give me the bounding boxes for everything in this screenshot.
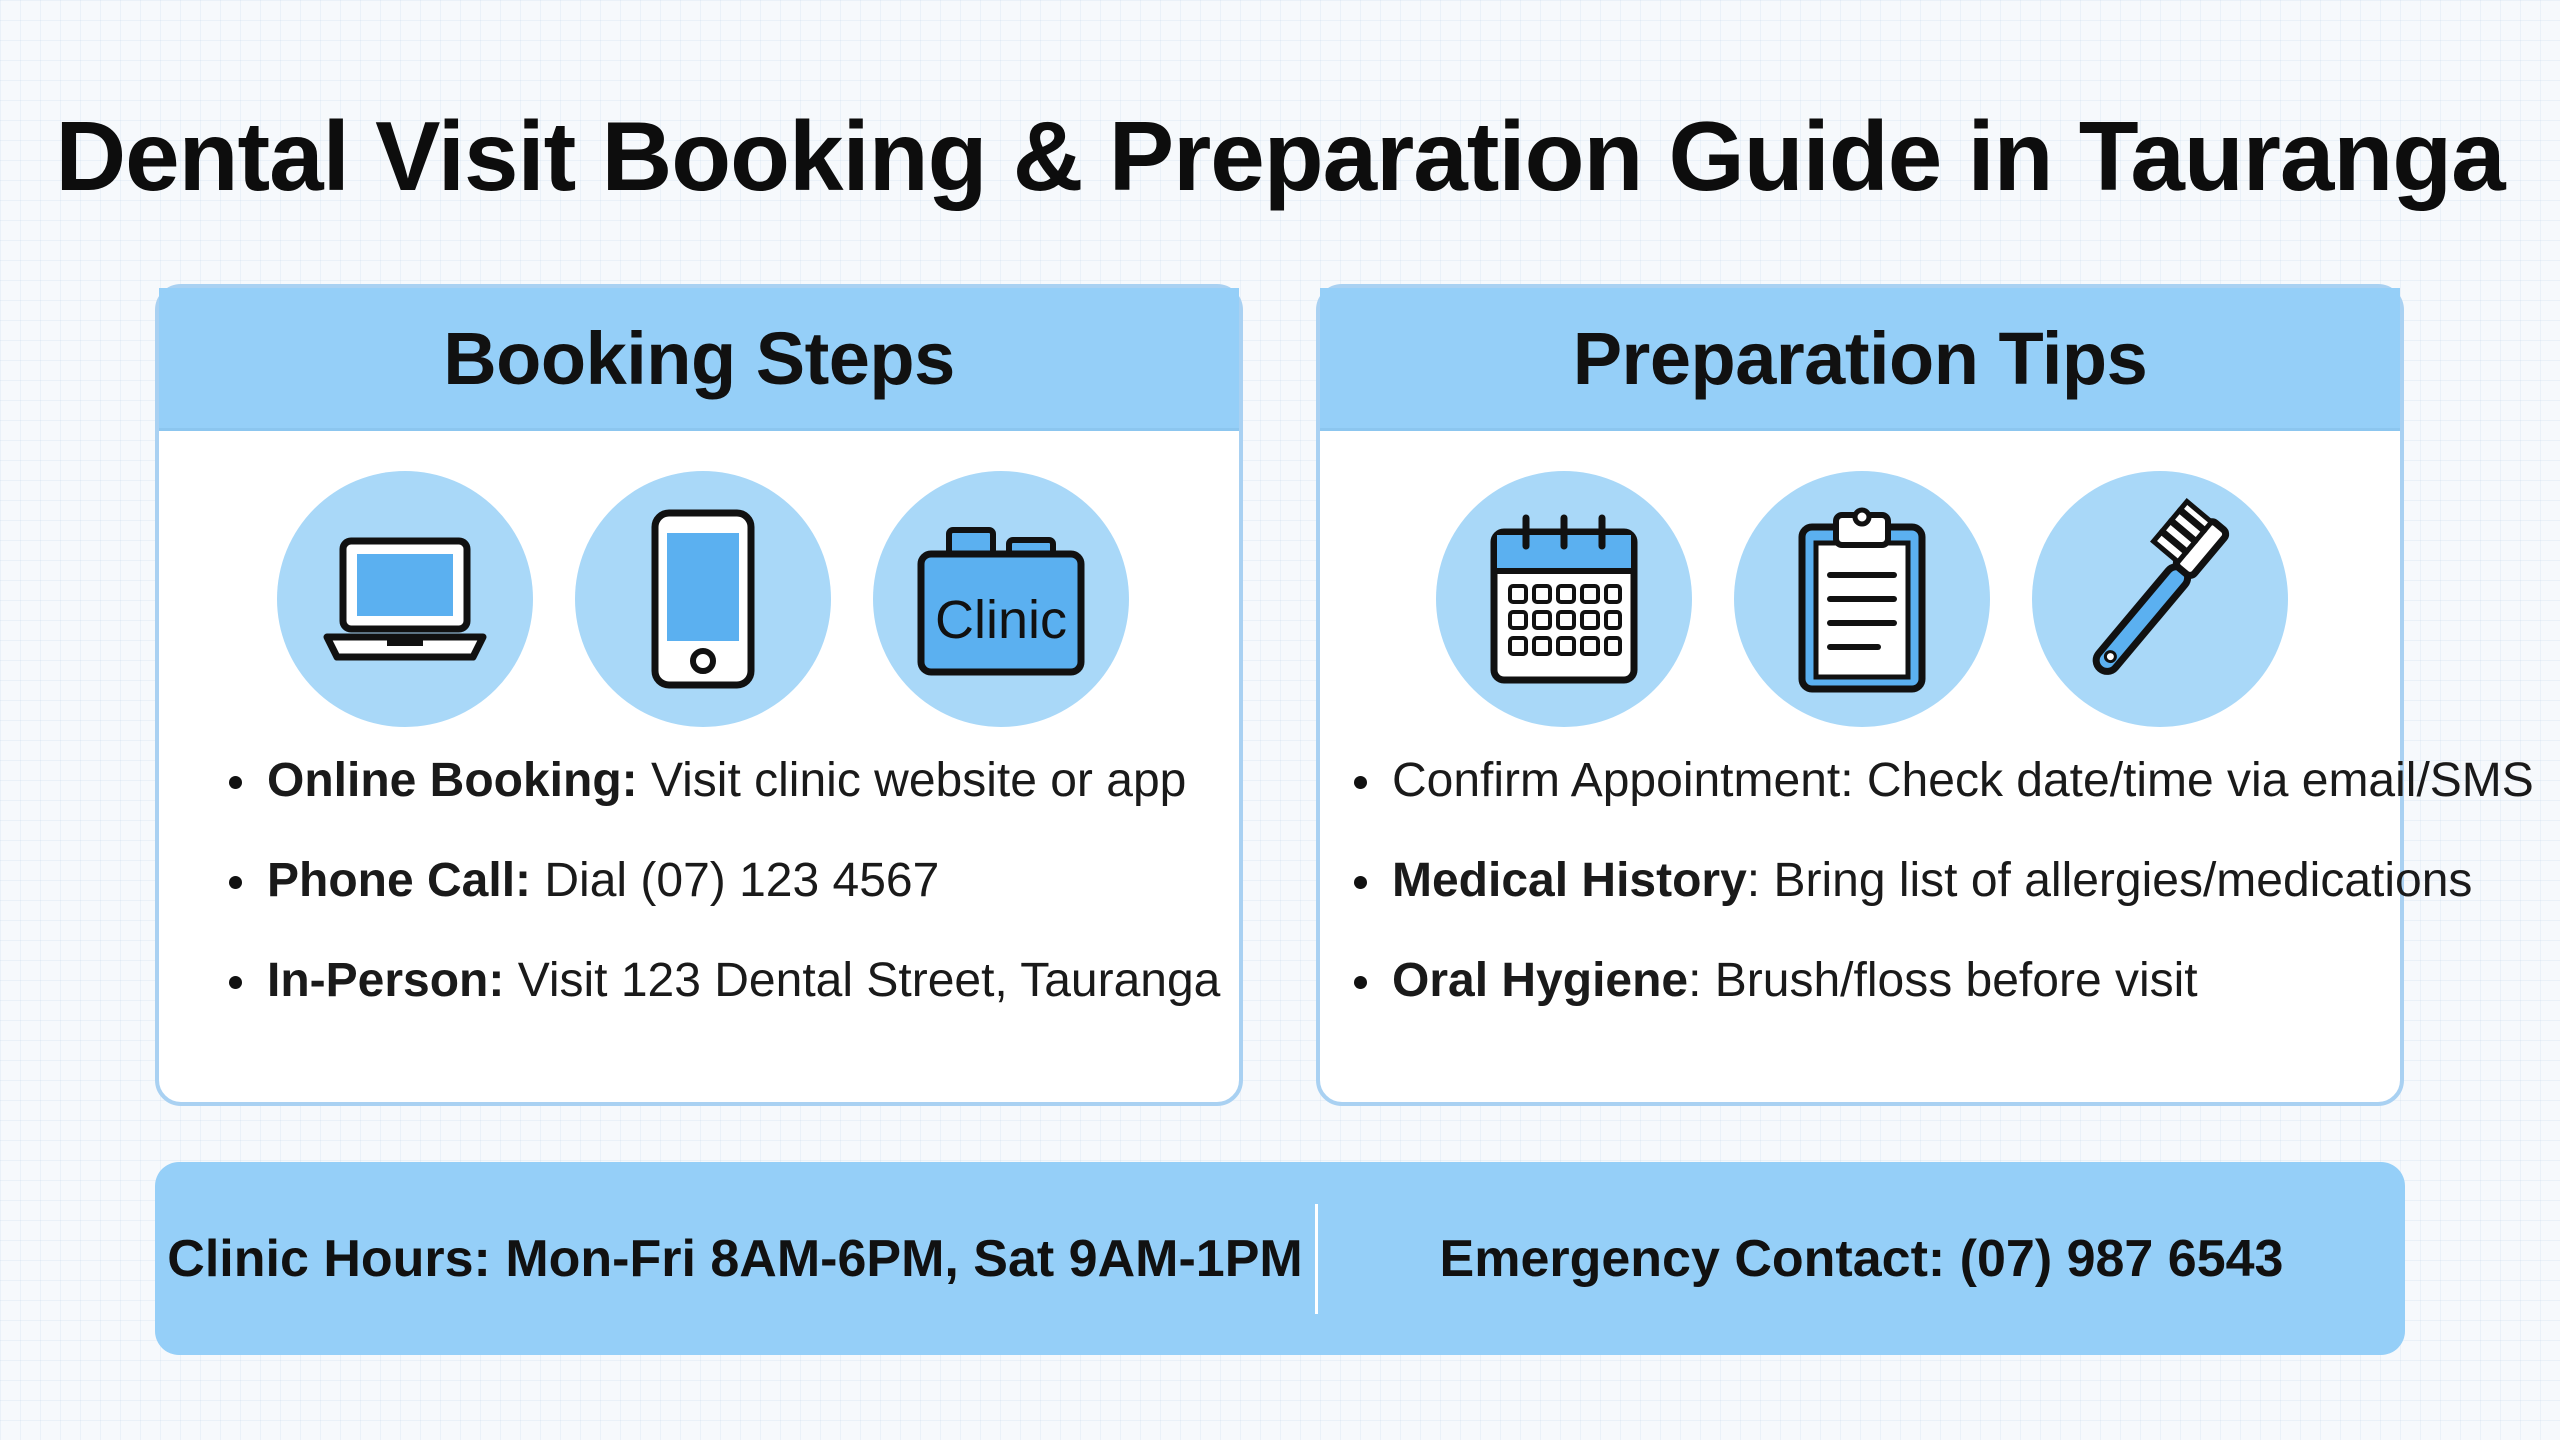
list-item: Confirm Appointment: Check date/time via email/SMS bbox=[1344, 731, 2400, 831]
clinic-briefcase-icon bbox=[901, 514, 1101, 684]
preparation-tips-list bbox=[1320, 731, 2534, 1031]
info-bar bbox=[155, 1162, 2405, 1355]
smartphone-icon-circle bbox=[575, 471, 831, 727]
clipboard-icon bbox=[1762, 499, 1962, 699]
page-title: Dental Visit Booking & Preparation Guide in Tauranga bbox=[55, 101, 2505, 211]
booking-icons-row bbox=[159, 431, 1239, 731]
booking-steps-list bbox=[159, 731, 1239, 1031]
smartphone-icon bbox=[603, 499, 803, 699]
calendar-icon-circle bbox=[1436, 471, 1692, 727]
booking-steps-heading: Booking Steps bbox=[159, 288, 1239, 431]
calendar-icon bbox=[1464, 504, 1664, 694]
toothbrush-icon-circle bbox=[2032, 471, 2288, 727]
list-item: Oral Hygiene: Brush/floss before visit bbox=[1344, 931, 2400, 1031]
clipboard-icon-circle bbox=[1734, 471, 1990, 727]
laptop-icon-circle bbox=[277, 471, 533, 727]
emergency-contact: Emergency Contact: (07) 987 6543 bbox=[1439, 1229, 2284, 1288]
clinic-hours: Clinic Hours: Mon-Fri 8AM-6PM, Sat 9AM-1PM bbox=[167, 1229, 1303, 1288]
toothbrush-icon bbox=[2060, 499, 2260, 699]
list-item: Medical History: Bring list of allergies/medications bbox=[1344, 831, 2400, 931]
preparation-icons-row bbox=[1320, 431, 2400, 731]
preparation-tips-panel bbox=[1316, 284, 2534, 1106]
laptop-icon bbox=[305, 519, 505, 679]
list-item: Phone Call: Dial (07) 123 4567 bbox=[219, 831, 1239, 931]
clinic-icon-circle bbox=[873, 471, 1129, 727]
booking-steps-panel bbox=[155, 284, 1243, 1106]
clinic-icon-label: Clinic bbox=[934, 590, 1068, 650]
list-item: Online Booking: Visit clinic website or app bbox=[219, 731, 1239, 831]
preparation-tips-heading: Preparation Tips bbox=[1320, 288, 2400, 431]
list-item: In-Person: Visit 123 Dental Street, Tauranga bbox=[219, 931, 1239, 1031]
